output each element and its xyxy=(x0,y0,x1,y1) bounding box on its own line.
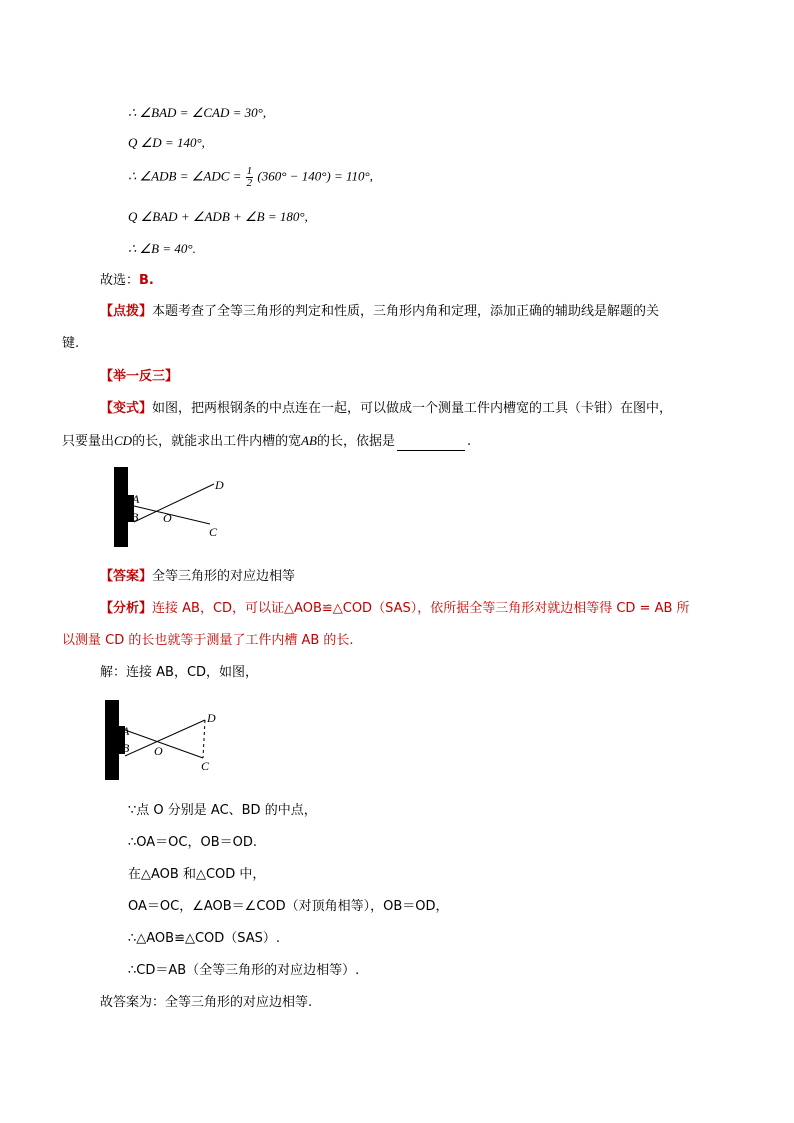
bar-bd xyxy=(134,484,214,522)
variant-text-1: 如图，把两根钢条的中点连在一起，可以做成一个测量工件内槽宽的工具（卡钳）在图中， xyxy=(152,401,673,416)
tip-line-1 xyxy=(100,303,659,321)
variant-cd: CD xyxy=(114,433,133,448)
label-b-2: B xyxy=(122,741,130,755)
analysis-text-1: 连接 AB，CD，可以证△AOB≌△COD（SAS），依所据全等三角形对就边相等得 CD = AB 所 xyxy=(152,601,690,616)
proof-line-1: ∴ ∠BAD = ∠CAD = 30°, xyxy=(128,105,267,120)
proof-line-2: Q ∠D = 140°, xyxy=(128,135,205,150)
label-a-2: A xyxy=(122,724,130,738)
variant-tag: 【变式】 xyxy=(100,401,153,416)
label-o-2: O xyxy=(154,744,163,758)
variant-text-2e: 的长，依据是 xyxy=(316,434,395,449)
label-b: B xyxy=(131,510,139,524)
tip-tag: 【点拨】 xyxy=(100,304,153,319)
solution-step-4: OA＝OC，∠AOB＝∠COD（对顶角相等），OB＝OD， xyxy=(128,899,449,914)
answer-select-value: B. xyxy=(139,273,154,288)
analysis-line-1 xyxy=(100,600,690,618)
label-d-2: D xyxy=(207,711,216,725)
answer-tag: 【答案】 xyxy=(100,569,153,584)
label-a: A xyxy=(132,492,140,506)
solution-step-6: ∴CD＝AB（全等三角形的对应边相等）. xyxy=(128,963,360,978)
workpiece-slot-2 xyxy=(105,700,125,780)
variant-ab: AB xyxy=(301,433,317,448)
proof-line-3 xyxy=(128,166,373,189)
caliper-figure-2 xyxy=(103,698,233,783)
variant-text-2a: 只要量出 xyxy=(62,434,115,449)
answer-select-label: 故选： xyxy=(100,273,140,288)
tip-text-1: 本题考查了全等三角形的判定和性质，三角形内角和定理，添加正确的辅助线是解题的关 xyxy=(152,304,660,319)
variant-line-2 xyxy=(62,432,471,451)
caliper-figure-1 xyxy=(112,465,242,550)
analysis-line-2: 以测量 CD 的长也就等于测量了工件内槽 AB 的长. xyxy=(62,633,354,648)
solution-step-3: 在△AOB 和△COD 中， xyxy=(128,867,266,882)
proof-line-4: Q ∠BAD + ∠ADB + ∠B = 180°, xyxy=(128,209,308,224)
final-answer: 故答案为：全等三角形的对应边相等. xyxy=(100,995,313,1010)
segment-cd-dashed xyxy=(203,720,205,758)
fraction-denominator: 2 xyxy=(246,177,253,189)
solution-intro: 解：连接 AB，CD，如图， xyxy=(100,665,259,680)
label-d: D xyxy=(215,478,224,492)
solution-step-5: ∴△AOB≌△COD（SAS）. xyxy=(128,931,281,946)
answer-select xyxy=(100,272,154,290)
fraction-numerator: 1 xyxy=(246,165,253,177)
solution-step-2: ∴OA＝OC，OB＝OD. xyxy=(128,835,258,850)
label-o: O xyxy=(163,511,172,525)
analysis-tag: 【分析】 xyxy=(100,601,153,616)
solution-step-1: ∵点 O 分别是 AC、BD 的中点， xyxy=(128,803,317,818)
proof-line-3-suffix: (360° − 140°) = 110°, xyxy=(257,168,373,184)
answer-blank xyxy=(397,436,465,451)
fraction-half xyxy=(246,166,254,189)
variant-text-2f: . xyxy=(467,434,472,449)
bar-bd-2 xyxy=(125,720,205,756)
variant-text-2c: 的长，就能求出工件内槽的宽 xyxy=(132,434,302,449)
answer-line xyxy=(100,568,295,586)
section-title: 【举一反三】 xyxy=(100,369,179,384)
label-c-2: C xyxy=(201,759,210,773)
answer-text: 全等三角形的对应边相等 xyxy=(152,569,296,584)
label-c: C xyxy=(209,525,218,539)
bar-ac xyxy=(134,506,210,524)
proof-line-5: ∴ ∠B = 40°. xyxy=(128,241,196,256)
workpiece-slot xyxy=(114,467,134,547)
variant-line-1 xyxy=(100,400,672,418)
tip-line-2: 键. xyxy=(62,336,80,351)
bar-ac-2 xyxy=(125,730,203,758)
proof-line-3-prefix: ∴ ∠ADB = ∠ADC = xyxy=(128,168,242,184)
